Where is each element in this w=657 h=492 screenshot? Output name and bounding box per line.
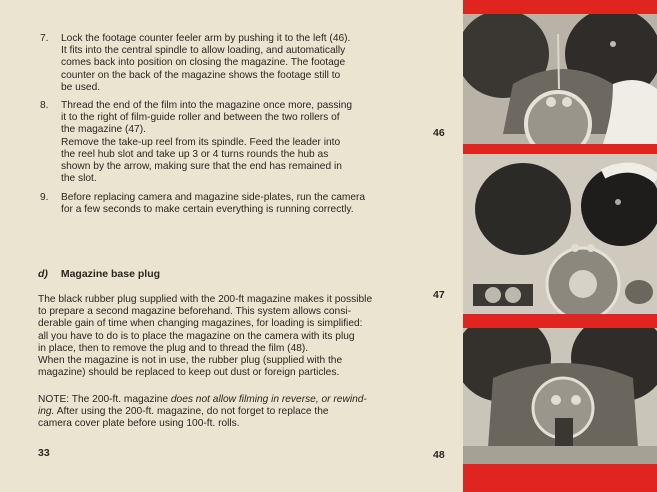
- step-body: [61, 33, 433, 94]
- step-body: [61, 100, 433, 185]
- paragraph-line: all you have to do is to place the magazine on the camera with its plug: [38, 330, 355, 342]
- red-band: [463, 464, 657, 492]
- paragraph-line: The black rubber plug supplied with the 200-ft magazine makes it possible: [38, 294, 373, 305]
- paragraph-line: to prepare a second magazine beforehand. This system allows consi-: [38, 306, 351, 318]
- step-number: 8.: [40, 100, 49, 111]
- paragraph-line: derable gain of time when changing magazines, for loading is simplified:: [38, 318, 363, 330]
- photo-47: [463, 154, 657, 314]
- figure-label-48: 48: [433, 449, 445, 461]
- note-paragraph: [38, 394, 414, 431]
- note-line: [38, 406, 414, 418]
- step-line: Thread the end of the film into the magazine once more, passing: [61, 100, 353, 111]
- note-line: camera cover plate before using 100-ft. rolls.: [38, 418, 240, 430]
- step-body: [61, 192, 433, 216]
- step-line: be used.: [61, 81, 101, 93]
- red-band: [463, 0, 657, 14]
- step-line: for a few seconds to make certain everything is running correctly.: [61, 204, 354, 216]
- step-line: shown by the arrow, making sure that the end has remained in: [61, 161, 342, 173]
- red-band: [463, 144, 657, 154]
- photo-46: [463, 14, 657, 144]
- plug-paragraph: [38, 294, 414, 379]
- step-line: counter on the back of the magazine shows the footage still to: [61, 69, 341, 81]
- figure-label-46: 46: [433, 127, 445, 139]
- paragraph-line: in place, then to remove the plug and to thread the film (48).: [38, 342, 309, 354]
- page-number: 33: [38, 447, 50, 459]
- section-title: Magazine base plug: [60, 268, 161, 280]
- step-line: comes back into position on closing the magazine. The footage: [61, 57, 346, 69]
- step-line: Lock the footage counter feeler arm by pushing it to the left (46).: [61, 33, 351, 44]
- note-text: After using the 200-ft. magazine, do not forget to replace the: [54, 406, 329, 418]
- step-line: Before replacing camera and magazine side-plates, run the camera: [61, 192, 366, 203]
- step-line: Remove the take-up reel from its spindle. Feed the leader into: [61, 136, 341, 148]
- section-heading: [38, 268, 160, 280]
- note-italic: does not allow filming in reverse, or rewind-: [170, 394, 367, 405]
- step-line: the slot.: [61, 173, 97, 185]
- step-line: the magazine (47).: [61, 124, 146, 136]
- step-line: It fits into the central spindle to allow loading, and automatically: [61, 45, 346, 57]
- step-number: 7.: [40, 33, 49, 44]
- note-italic: ing.: [38, 406, 55, 418]
- red-band: [463, 314, 657, 328]
- paragraph-line: magazine) should be replaced to keep out dust or foreign particles.: [38, 367, 340, 379]
- photo-48: [463, 328, 657, 464]
- photo-column: [463, 0, 657, 492]
- step-line: the reel hub slot and take up 3 or 4 turns rounds the hub as: [61, 148, 329, 160]
- note-prefix: NOTE: The 200-ft. magazine: [38, 394, 171, 405]
- figure-label-47: 47: [433, 289, 445, 301]
- note-line: [38, 394, 414, 406]
- step-line: it to the right of film-guide roller and between the two rollers of: [61, 112, 340, 124]
- section-letter: d): [38, 268, 48, 280]
- step-number: 9.: [40, 192, 49, 203]
- paragraph-line: When the magazine is not in use, the rubber plug (supplied with the: [38, 355, 343, 367]
